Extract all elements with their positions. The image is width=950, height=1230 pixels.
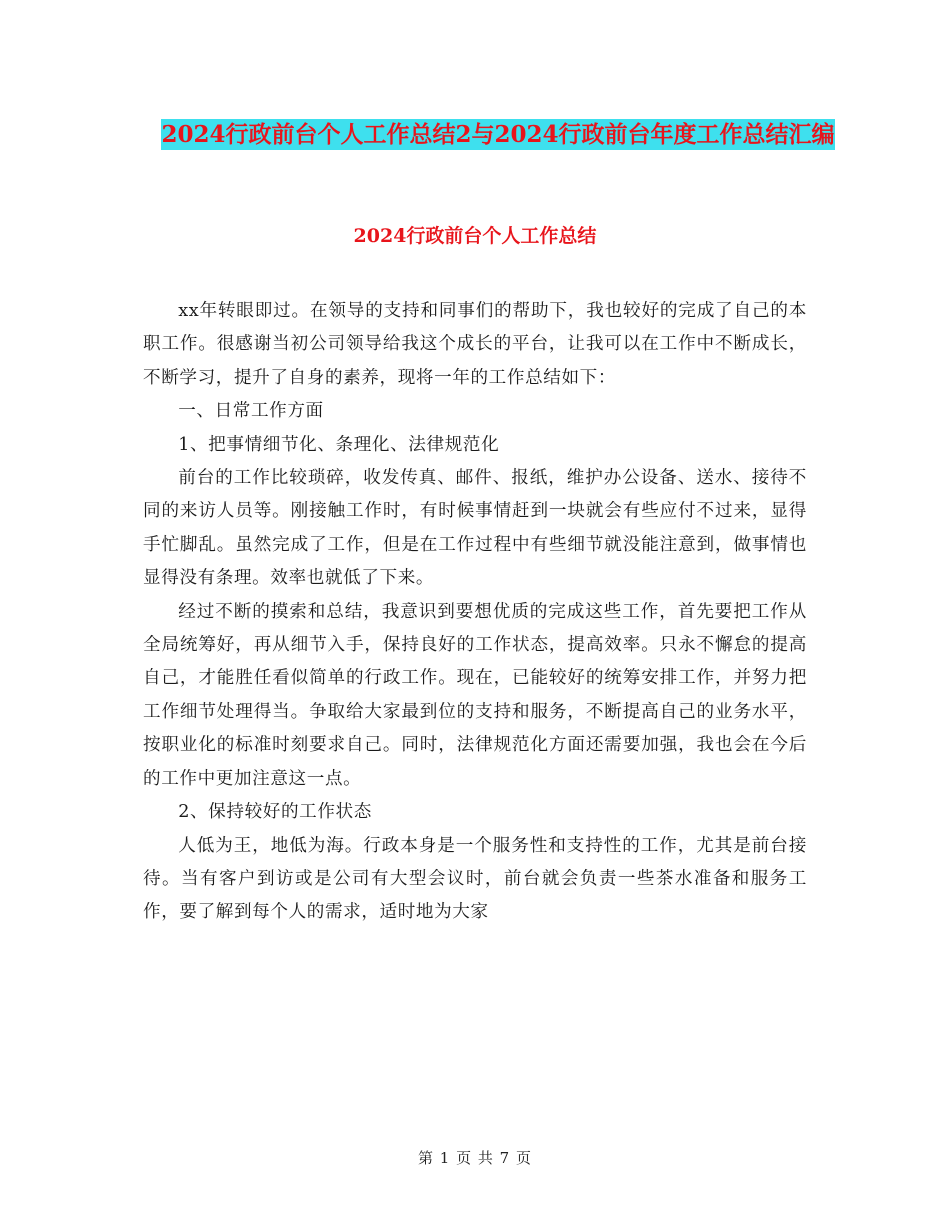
- heading-daily-work: 一、日常工作方面: [178, 401, 324, 422]
- paragraph-service: 人低为王，地低为海。行政本身是一个服务性和支持性的工作，尤其是前台接待。当有客户到访或是公司有大型会议时，前台就会负责一些茶水准备和服务工作，要了解到每个人的需求，适时地为大家: [143, 835, 807, 923]
- paragraph-intro: xx年转眼即过。在领导的支持和同事们的帮助下，我也较好的完成了自己的本职工作。很感谢当初公司领导给我这个成长的平台，让我可以在工作中不断成长，不断学习，提升了自身的素养，现将一年的工作总结如下：: [143, 301, 807, 388]
- subheading-detail: 1、把事情细节化、条理化、法律规范化: [178, 434, 500, 455]
- document-title: [143, 112, 853, 157]
- subheading-work-state: 2、保持较好的工作状态: [178, 802, 372, 823]
- page-number: 第 1 页 共 7 页: [418, 1149, 532, 1167]
- document-body: [143, 295, 807, 930]
- paragraph-front-desk: 前台的工作比较琐碎，收发传真、邮件、报纸，维护办公设备、送水、接待不同的来访人员等。刚接触工作时，有时候事情赶到一块就会有些应付不过来，显得手忙脚乱。虽然完成了工作，但是在工作过程中有些细节就没能注意到，做事情也显得没有条理。效率也就低了下来。: [143, 468, 807, 589]
- page-footer: [0, 1147, 950, 1168]
- document-title-text: 2024行政前台个人工作总结2与2024行政前台年度工作总结汇编: [161, 121, 835, 148]
- section-title: 2024行政前台个人工作总结: [353, 225, 597, 247]
- paragraph-improvement: 经过不断的摸索和总结，我意识到要想优质的完成这些工作，首先要把工作从全局统筹好，再从细节入手，保持良好的工作状态，提高效率。只永不懈怠的提高自己，才能胜任看似简单的行政工作。现在，已能较好的统筹安排工作，并努力把工作细节处理得当。争取给大家最到位的支持和服务，不断提高自己的业务水平，按职业化的标准时刻要求自己。同时，法律规范化方面还需要加强，我也会在今后的工作中更加注意这一点。: [143, 601, 807, 789]
